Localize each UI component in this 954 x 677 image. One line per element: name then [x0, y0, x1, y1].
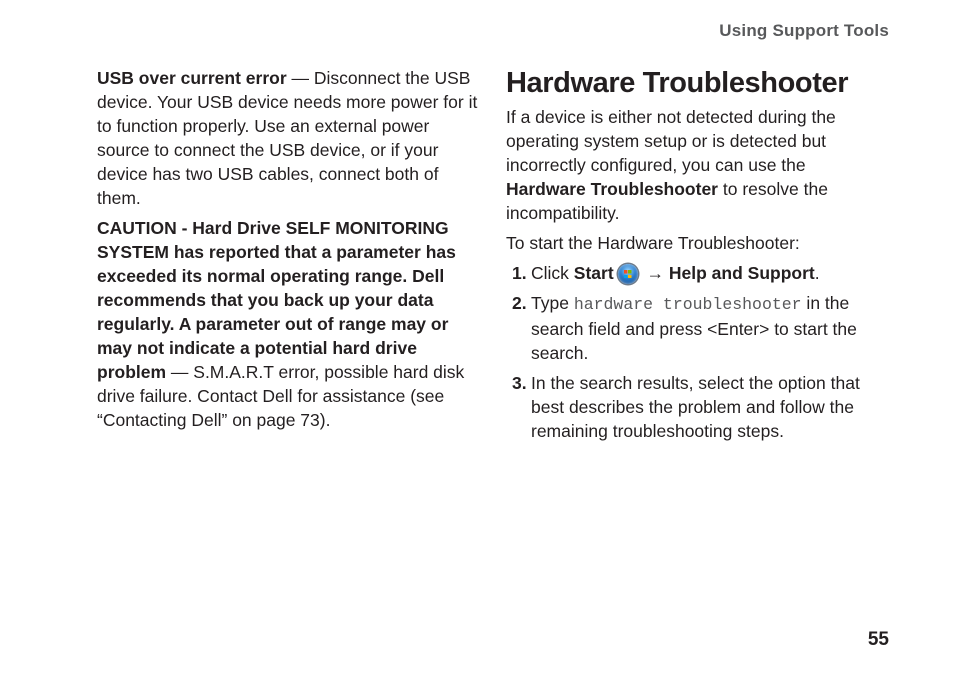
step-text: Click: [531, 263, 574, 283]
caution-paragraph: [97, 216, 479, 432]
start-label: Start: [573, 263, 614, 283]
step-end: .: [814, 263, 820, 283]
usb-error-paragraph: [97, 66, 479, 210]
step-number: 3.: [512, 373, 527, 393]
caution-description: — S.M.A.R.T error, possible hard disk drive failure. Contact Dell for assistance (see “Contacting Dell” on page 73).: [97, 362, 465, 430]
right-column: [506, 66, 886, 449]
step-number: 1.: [512, 263, 527, 283]
intro-paragraph: [506, 105, 886, 225]
intro-bold-term: Hardware Troubleshooter: [506, 179, 718, 199]
running-header: Using Support Tools: [719, 21, 889, 40]
step-item: [506, 291, 886, 365]
step-text-rest: in the search field and press <Enter> to start the search.: [531, 293, 857, 363]
intro-text: If a device is either not detected during the operating system setup or is detected but incorrectly configured, you can use the: [506, 107, 836, 175]
step-item: [506, 261, 886, 285]
steps-lead: To start the Hardware Troubleshooter:: [506, 233, 800, 253]
usb-error-description: — Disconnect the USB device. Your USB device needs more power for it to function properly. Use an external power source to connect the USB device, or if your device has two USB cables, connect both of them.: [97, 68, 478, 208]
page-number: 55: [867, 629, 889, 650]
step-item: [506, 371, 886, 443]
caution-term: CAUTION - Hard Drive SELF MONITORING SYSTEM has reported that a parameter has exceeded its normal operating range. Dell recommends that you back up your data regularly. A parameter out of range may or may not indicate a potential hard drive problem: [97, 218, 456, 382]
steps-list: [506, 261, 886, 443]
windows-start-orb-icon: [618, 264, 638, 284]
usb-error-term: USB over current error: [97, 68, 287, 88]
step-text: Type: [531, 293, 574, 313]
arrow-glyph: →: [641, 263, 669, 283]
search-term-code: hardware troubleshooter: [573, 295, 802, 314]
step-number: 2.: [512, 293, 527, 313]
intro-text-end: to resolve the incompatibility.: [506, 179, 828, 223]
left-column: [97, 66, 479, 432]
step-text: In the search results, select the option that best describes the problem and follow the remaining troubleshooting steps.: [531, 373, 860, 441]
help-support-label: Help and Support: [668, 263, 815, 283]
section-heading: Hardware Troubleshooter: [506, 67, 849, 99]
